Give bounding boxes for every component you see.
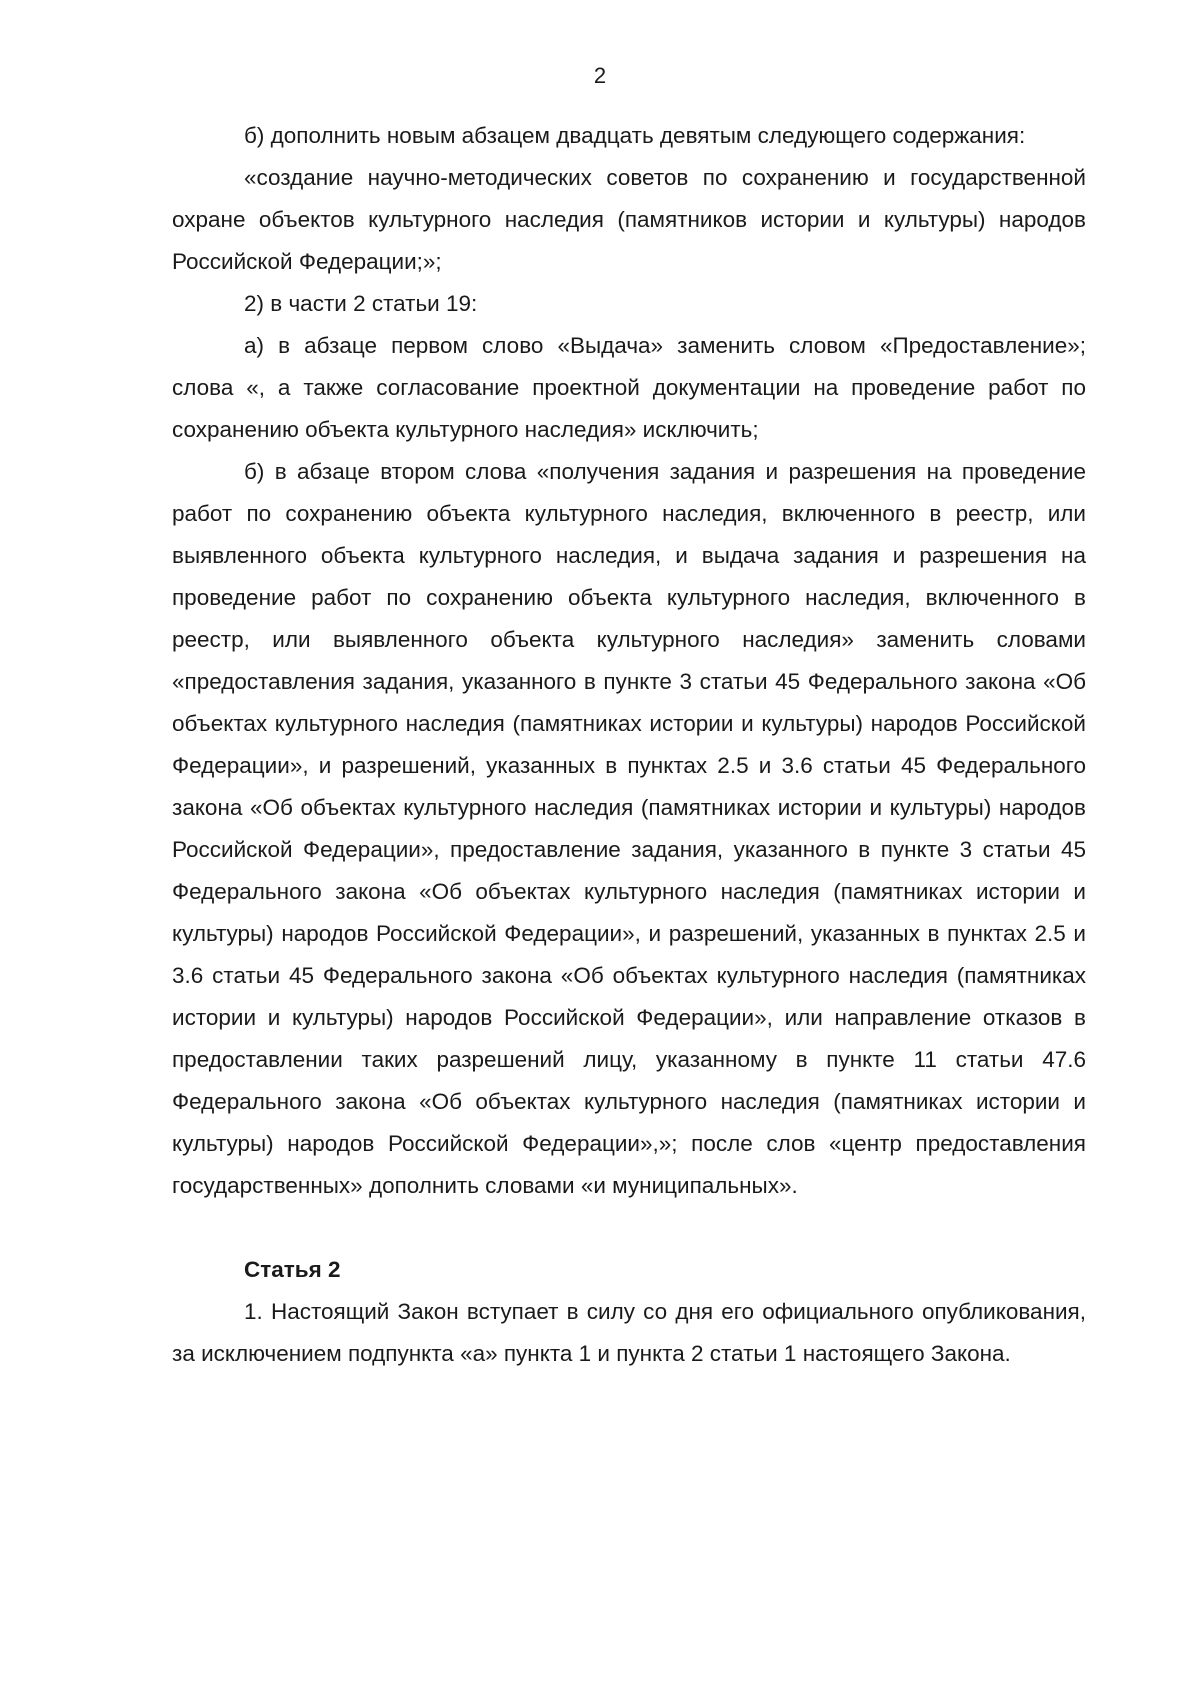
article-paragraph-1: 1. Настоящий Закон вступает в силу со дня его официального опубликования, за исключением подпункта «а» пункта 1 и пункта 2 статьи 1 настоящего Закона.	[172, 1299, 1086, 1366]
article-heading: Статья 2	[244, 1257, 341, 1282]
document-body	[172, 115, 1086, 1375]
paragraph-item-2b: б) в абзаце втором слова «получения задания и разрешения на проведение работ по сохранению объекта культурного наследия, включенного в реестр, или выявленного объекта культурного наследия, и выдача задания и разрешения на проведение работ по сохранению объекта культурного наследия, включенного в реестр, или выявленного объекта культурного наследия» заменить словами «предоставления задания, указанного в пункте 3 статьи 45 Федерального закона «Об объектах культурного наследия (памятниках истории и культуры) народов Российской Федерации», и разрешений, указанных в пунктах 2.5 и 3.6 статьи 45 Федерального закона «Об объектах культурного наследия (памятниках истории и культуры) народов Российской Федерации», предоставление задания, указанного в пункте 3 статьи 45 Федерального закона «Об объектах культурного наследия (памятниках истории и культуры) народов Российской Федерации», и разрешений, указанных в пунктах 2.5 и 3.6 статьи 45 Федерального закона «Об объектах культурного наследия (памятниках истории и культуры) народов Российской Федерации», или направление отказов в предоставлении таких разрешений лицу, указанному в пункте 11 статьи 47.6 Федерального закона «Об объектах культурного наследия (памятниках истории и культуры) народов Российской Федерации»,»; после слов «центр предоставления государственных» дополнить словами «и муниципальных».	[172, 459, 1086, 1198]
paragraph-item-2: 2) в части 2 статьи 19:	[244, 291, 478, 316]
paragraph-quoted-text: «создание научно-методических советов по сохранению и государственной охране объектов культурного наследия (памятников истории и культуры) народов Российской Федерации;»;	[172, 165, 1086, 274]
paragraph-item-2a: а) в абзаце первом слово «Выдача» заменить словом «Предоставление»; слова «, а также согласование проектной документации на проведение работ по сохранению объекта культурного наследия» исключить;	[172, 333, 1086, 442]
page-number: 2	[593, 63, 607, 88]
paragraph-amendment-b: б) дополнить новым абзацем двадцать девятым следующего содержания:	[244, 123, 1026, 148]
